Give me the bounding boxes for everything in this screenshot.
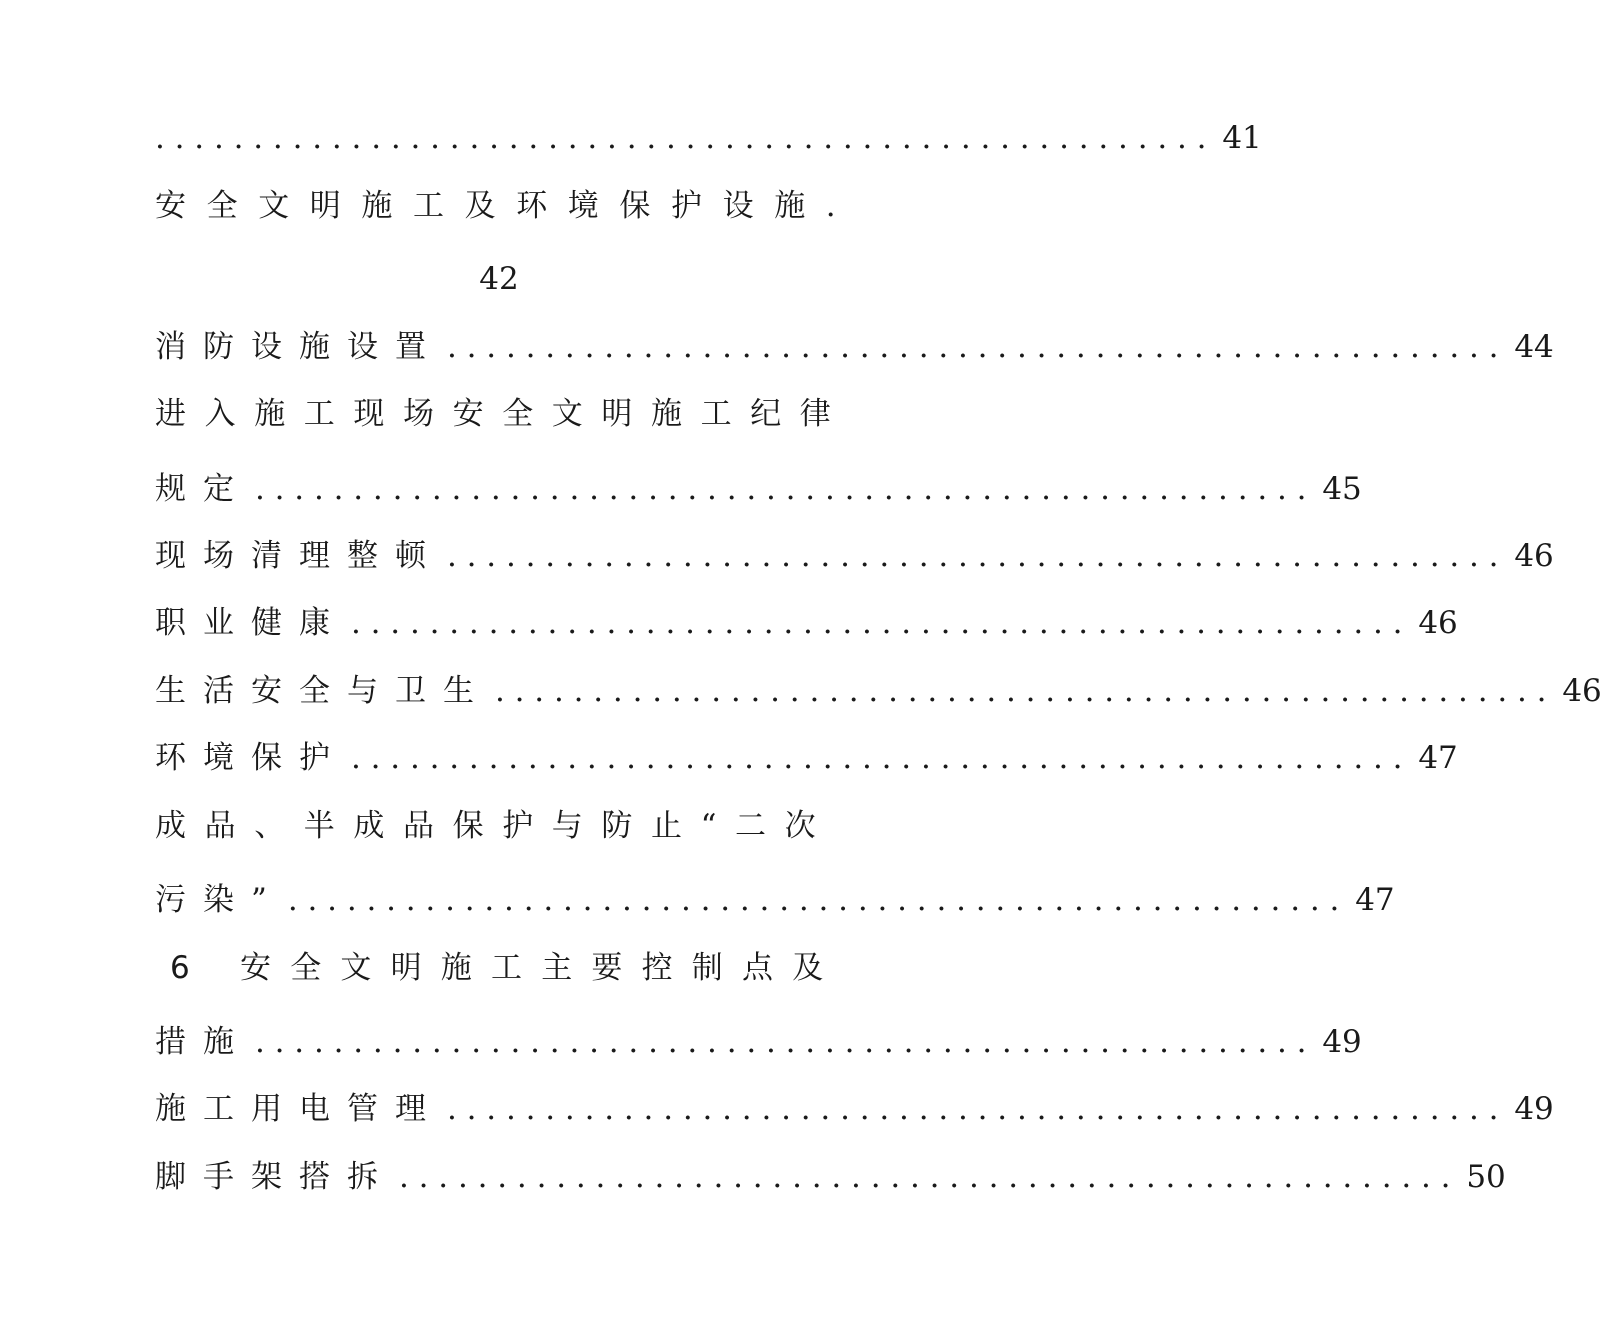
leader-dots: ...................................................... xyxy=(351,605,1413,641)
toc-entry-title: 职业健康 xyxy=(155,605,347,641)
toc-entry[interactable] xyxy=(155,1089,1554,1129)
toc-entry[interactable] xyxy=(155,880,1395,920)
toc-entry[interactable] xyxy=(155,671,1602,711)
leader-dots: ...................................................... xyxy=(447,538,1509,574)
page-number: 44 xyxy=(1514,329,1554,365)
leader-dots: ...................................................... xyxy=(155,120,1217,156)
toc-entry-title-cont: 规定 xyxy=(155,471,251,507)
toc-entry-title: 现场清理整顿 xyxy=(155,538,443,574)
page-number: 47 xyxy=(1418,740,1458,776)
leader-dots: ...................................................... xyxy=(351,740,1413,776)
toc-entry[interactable] xyxy=(155,469,1362,509)
leader-dots: ...................................................... xyxy=(255,471,1317,507)
toc-entry-title: 施工用电管理 xyxy=(155,1091,443,1127)
toc-chapter-heading[interactable] xyxy=(170,948,843,988)
leader-dots: ...................................................... xyxy=(447,329,1509,365)
page-number: 41 xyxy=(1222,120,1262,156)
page-number: 46 xyxy=(1418,605,1458,641)
toc-entry-title: 安全文明施工主要控制点及 xyxy=(240,950,843,986)
toc-entry-title[interactable]: 安全文明施工及环境保护设施. xyxy=(155,188,857,224)
toc-entry-title-cont: 措施 xyxy=(155,1024,251,1060)
page-number: 46 xyxy=(1514,538,1554,574)
page-number: 49 xyxy=(1514,1091,1554,1127)
page-number: 47 xyxy=(1355,882,1395,918)
toc-entry[interactable] xyxy=(155,118,1262,158)
toc-entry[interactable] xyxy=(155,1022,1362,1062)
leader-dots: ...................................................... xyxy=(447,1091,1509,1127)
toc-entry[interactable] xyxy=(155,1157,1506,1197)
leader-dots: ...................................................... xyxy=(399,1159,1461,1195)
toc-entry-title[interactable]: 成品、半成品保护与防止“二次 xyxy=(155,808,835,844)
leader-dots: ...................................................... xyxy=(255,1024,1317,1060)
toc-entry[interactable] xyxy=(155,738,1458,778)
leader-dots: ...................................................... xyxy=(495,673,1557,709)
page-number: 50 xyxy=(1466,1159,1506,1195)
toc-entry[interactable] xyxy=(155,536,1554,576)
page-number: 42 xyxy=(479,261,519,297)
chapter-number: 6 xyxy=(170,950,190,986)
toc-entry[interactable] xyxy=(155,327,1554,367)
toc-entry-title[interactable]: 进入施工现场安全文明施工纪律 xyxy=(155,396,850,432)
toc-entry-title: 消防设施设置 xyxy=(155,329,443,365)
toc-entry-title: 脚手架搭拆 xyxy=(155,1159,395,1195)
page-number: 46 xyxy=(1562,673,1602,709)
page-number: 45 xyxy=(1322,471,1362,507)
leader-dots: ...................................................... xyxy=(287,882,1350,918)
toc-entry-title: 生活安全与卫生 xyxy=(155,673,491,709)
page-number: 49 xyxy=(1322,1024,1362,1060)
toc-entry[interactable] xyxy=(155,603,1458,643)
toc-entry-title: 环境保护 xyxy=(155,740,347,776)
toc-entry-title-cont: 污染” xyxy=(155,882,284,918)
